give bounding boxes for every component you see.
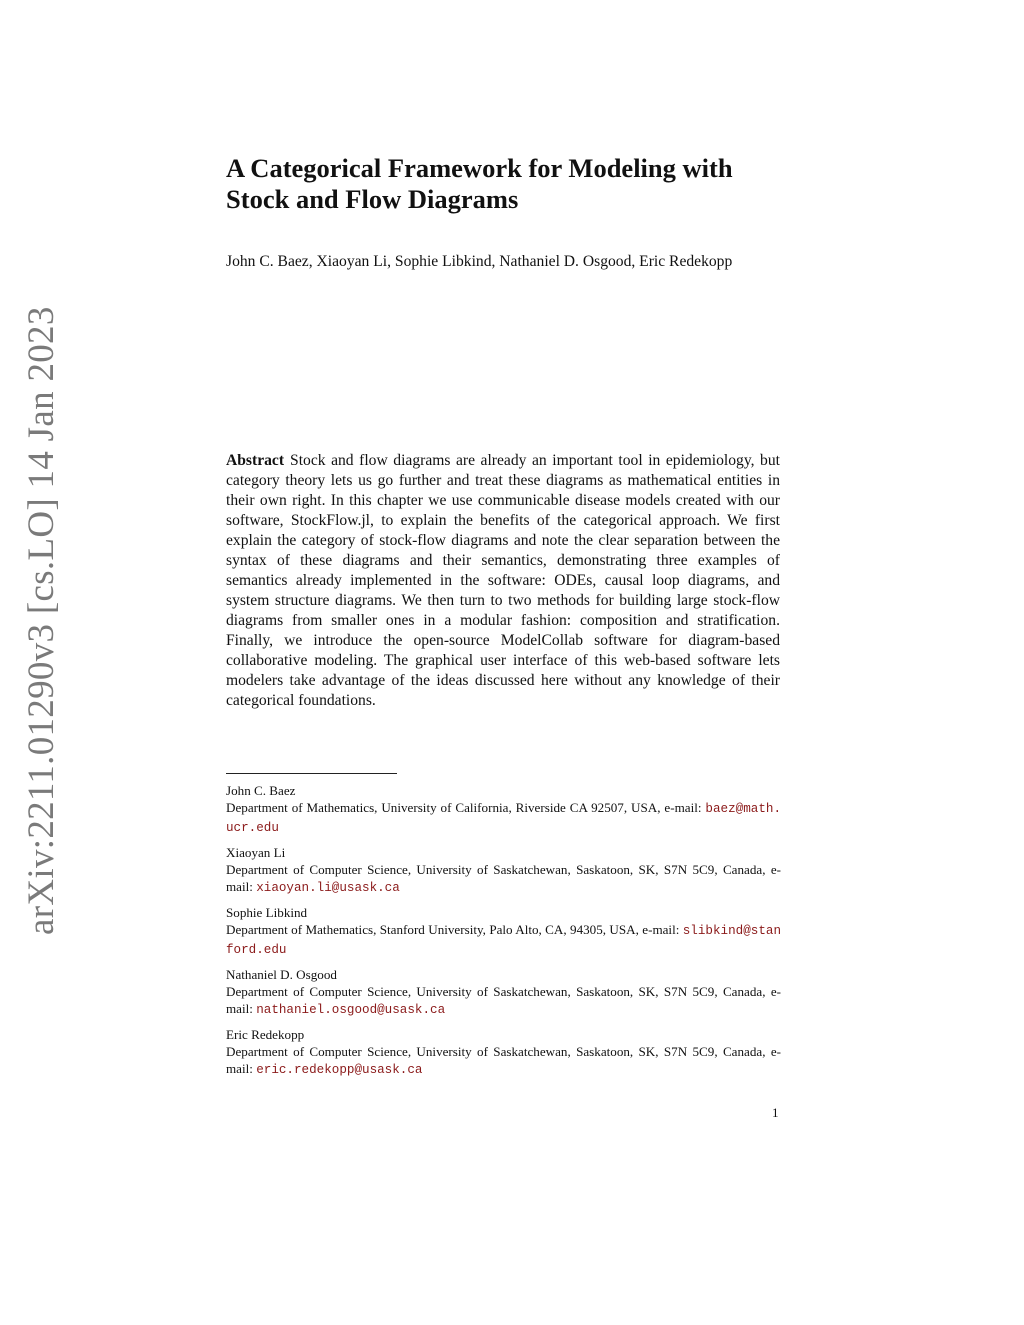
abstract	[226, 451, 780, 711]
abstract-text: Stock and flow diagrams are already an important tool in epidemiology, but category theory lets us go further and treat these diagrams as mathematical entities in their own right. In this chapter we use communicable disease models created with our software, StockFlow.jl, to explain the benefits of the categorical approach. We first explain the category of stock-flow diagrams and note the clear separation between the syntax of these diagrams and their semantics, demonstrating three examples of semantics already implemented in the software: ODEs, causal loop diagrams, and system structure diagrams. We then turn to two methods for building large stock-flow diagrams from smaller ones in a modular fashion: composition and stratification. Finally, we introduce the open-source ModelCollab software for diagram-based collaborative modeling. The graphical user interface of this web-based software lets modelers take advantage of the ideas discussed here without any knowledge of their categorical foundations.	[226, 452, 780, 709]
affiliation-department	[226, 799, 781, 837]
author-list: John C. Baez, Xiaoyan Li, Sophie Libkind, Nathaniel D. Osgood, Eric Redekopp	[226, 253, 733, 270]
affiliation-entry	[226, 966, 781, 1019]
affiliation-author-name: John C. Baez	[226, 783, 296, 798]
email-link[interactable]: nathaniel.osgood@usask.ca	[256, 1003, 446, 1017]
affiliation-department	[226, 921, 781, 959]
email-link[interactable]: eric.redekopp@usask.ca	[256, 1063, 423, 1077]
affiliation-department-text: Department of Mathematics, Stanford University, Palo Alto, CA, 94305, USA, e-mail:	[226, 922, 680, 937]
affiliation-department-text: Department of Mathematics, University of California, Riverside CA 92507, USA, e-mail:	[226, 800, 702, 815]
footnote-divider	[226, 773, 397, 774]
affiliation-department-text: Department of Computer Science, University of Saskatchewan, Saskatoon, SK, S7N 5C9, Canada, e-mail:	[226, 1044, 781, 1076]
page-number: 1	[772, 1105, 779, 1120]
affiliation-department	[226, 861, 781, 897]
email-link[interactable]: baez@math.ucr.edu	[226, 802, 781, 835]
affiliation-department	[226, 983, 781, 1019]
affiliation-author-name: Nathaniel D. Osgood	[226, 967, 337, 982]
email-link[interactable]: slibkind@stanford.edu	[226, 924, 781, 957]
affiliation-author-name: Eric Redekopp	[226, 1027, 305, 1042]
arxiv-identifier-stamp: arXiv:2211.01290v3 [cs.LO] 14 Jan 2023	[21, 306, 62, 935]
affiliation-department-text: Department of Computer Science, University of Saskatchewan, Saskatoon, SK, S7N 5C9, Canada, e-mail:	[226, 984, 781, 1016]
affiliation-entry	[226, 904, 781, 959]
affiliation-entry	[226, 844, 781, 897]
affiliation-department	[226, 1043, 781, 1079]
abstract-label: Abstract	[226, 452, 285, 469]
author-affiliations	[226, 782, 781, 1086]
affiliation-author-name: Xiaoyan Li	[226, 845, 286, 860]
affiliation-department-text: Department of Computer Science, University of Saskatchewan, Saskatoon, SK, S7N 5C9, Canada, e-mail:	[226, 862, 781, 894]
paper-title: A Categorical Framework for Modeling with Stock and Flow Diagrams	[226, 153, 733, 214]
affiliation-author-name: Sophie Libkind	[226, 905, 308, 920]
email-link[interactable]: xiaoyan.li@usask.ca	[256, 881, 400, 895]
affiliation-entry	[226, 782, 781, 837]
affiliation-entry	[226, 1026, 781, 1079]
